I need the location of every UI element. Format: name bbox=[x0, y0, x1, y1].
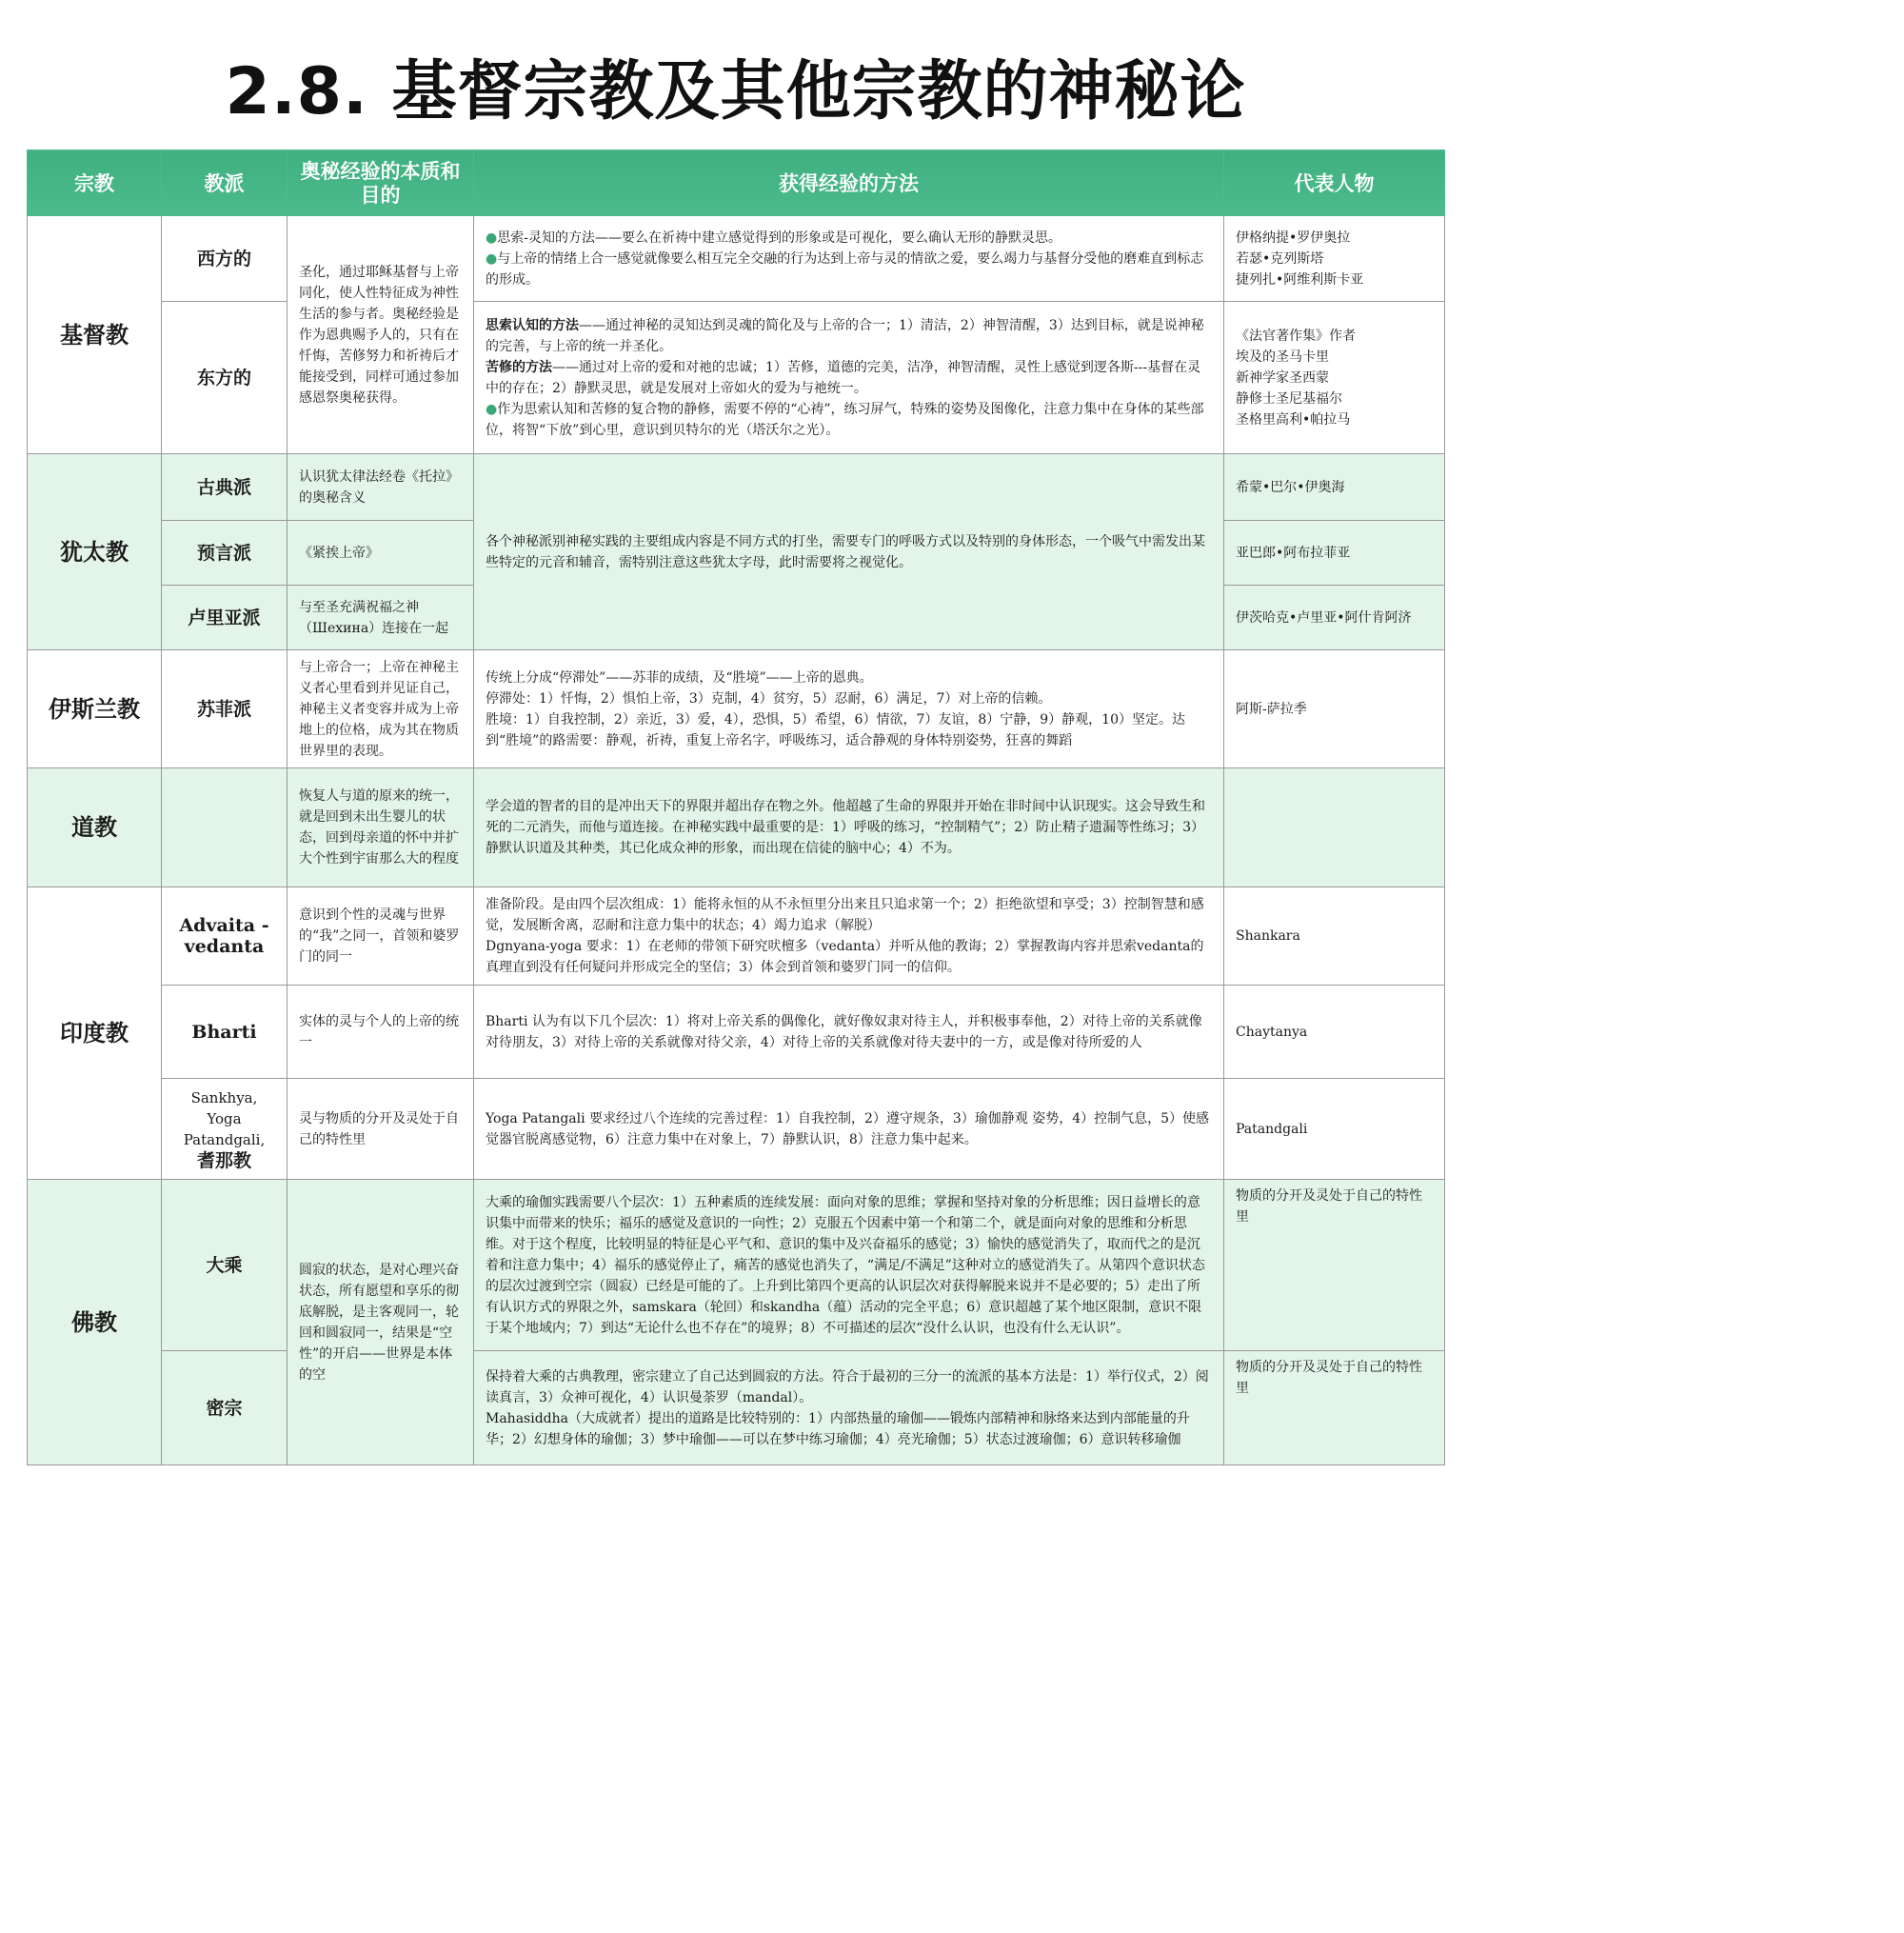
table-row bbox=[28, 454, 1445, 521]
figures-west: 伊格纳提•罗伊奥拉 若瑟•克列斯塔 捷列扎•阿维利斯卡亚 bbox=[1224, 216, 1445, 302]
essence-prophetic: 《紧挨上帝》 bbox=[288, 521, 474, 586]
figures-east: 《法官著作集》作者 埃及的圣马卡里 新神学家圣西蒙 静修士圣尼基福尔 圣格里高利•帕拉马 bbox=[1224, 302, 1445, 454]
essence-islam: 与上帝合一；上帝在神秘主义者心里看到并见证自己，神秘主义者变容并成为上帝地上的位格，成为其在物质世界里的表现。 bbox=[288, 650, 474, 768]
figure-taoism bbox=[1224, 768, 1445, 887]
header-figures: 代表人物 bbox=[1224, 150, 1445, 216]
header-row bbox=[28, 150, 1445, 216]
sect-lurianic: 卢里亚派 bbox=[162, 586, 288, 650]
header-essence: 奥秘经验的本质和目的 bbox=[288, 150, 474, 216]
essence-buddhism: 圆寂的状态，是对心理兴奋状态，所有愿望和享乐的彻底解脱，是主客观同一，轮回和圆寂同一，结果是“空性”的开启——世界是本体的空 bbox=[288, 1180, 474, 1465]
bullet-icon: ● bbox=[486, 401, 498, 417]
figure-bharti: Chaytanya bbox=[1224, 986, 1445, 1079]
header-sect: 教派 bbox=[162, 150, 288, 216]
figure-prophetic: 亚巴郎•阿布拉菲亚 bbox=[1224, 521, 1445, 586]
religion-islam: 伊斯兰教 bbox=[28, 650, 162, 768]
header-method: 获得经验的方法 bbox=[474, 150, 1224, 216]
religion-judaism: 犹太教 bbox=[28, 454, 162, 650]
sect-vajrayana: 密宗 bbox=[162, 1351, 288, 1465]
sect-mahayana: 大乘 bbox=[162, 1180, 288, 1351]
sect-west: 西方的 bbox=[162, 216, 288, 302]
table-row bbox=[28, 216, 1445, 302]
sect-east: 东方的 bbox=[162, 302, 288, 454]
method-mahayana: 大乘的瑜伽实践需要八个层次：1）五种素质的连续发展：面向对象的思维；掌握和坚持对象的分析思维；因日益增长的意识集中而带来的快乐；福乐的感觉及意识的一向性；2）克服五个因素中第一个和第二个，就是面向对象的思维和分析思维。对于这个程度，比较明显的特征是心平气和、意识的集中及兴奋福乐的感觉；3）愉快的感觉消失了，取而代之的是沉着和注意力集中；4）福乐的感觉停止了，痛苦的感觉也消失了，“满足/不满足”这种对立的感觉消失了。从第四个意识状态的层次过渡到空宗（圆寂）已经是可能的了。上升到比第四个更高的认识层次对获得解脱来说并不是必要的；5）走出了所有认识方式的界限之外，samskara（轮回）和skandha（蕴）活动的完全平息；6）意识超越了某个地区限制，意识不限于某个地域内；7）到达“无论什么也不存在”的境界；8）不可描述的层次“没什么认识，也没有什么无认识”。 bbox=[474, 1180, 1224, 1351]
sect-prophetic: 预言派 bbox=[162, 521, 288, 586]
method-taoism: 学会道的智者的目的是冲出天下的界限并超出存在物之外。他超越了生命的界限并开始在非时间中认识现实。这会导致生和死的二元消失，而他与道连接。在神秘实践中最重要的是：1）呼吸的练习，“控制精气”；2）防止精子遗漏等性练习；3）静默认识道及其种类，其已化成众神的形象，而出现在信徒的脑中心；4）不为。 bbox=[474, 768, 1224, 887]
mysticism-table bbox=[27, 149, 1445, 1465]
figure-classical: 希蒙•巴尔•伊奥海 bbox=[1224, 454, 1445, 521]
religion-taoism: 道教 bbox=[28, 768, 162, 887]
page-title: 2.8. 基督宗教及其他宗教的神秘论 bbox=[225, 54, 1246, 130]
sect-sankhya: Sankhya, Yoga Patandgali, 耆那教 bbox=[162, 1079, 288, 1180]
figure-islam: 阿斯-萨拉季 bbox=[1224, 650, 1445, 768]
figure-sankhya: Patandgali bbox=[1224, 1079, 1445, 1180]
method-sankhya: Yoga Patangali 要求经过八个连续的完善过程：1）自我控制，2）遵守规条，3）瑜伽静观 姿势，4）控制气息，5）使感觉器官脱离感觉物，6）注意力集中在对象上，7）静默认识，8）注意力集中起来。 bbox=[474, 1079, 1224, 1180]
method-west: ●思索-灵知的方法——要么在祈祷中建立感觉得到的形象或是可视化，要么确认无形的静默灵思。 ●与上帝的情绪上合一感觉就像要么相互完全交融的行为达到上帝与灵的情欲之爱，要么竭力与基督分受他的磨难直到标志的形成。 bbox=[474, 216, 1224, 302]
religion-hinduism: 印度教 bbox=[28, 887, 162, 1180]
essence-lurianic: 与至圣充满祝福之神（Шехина）连接在一起 bbox=[288, 586, 474, 650]
figure-vajrayana: 物质的分开及灵处于自己的特性里 bbox=[1224, 1351, 1445, 1465]
method-bharti: Bharti 认为有以下几个层次：1）将对上帝关系的偶像化，就好像奴隶对待主人，并积极事奉他，2）对待上帝的关系就像对待朋友，3）对待上帝的关系就像对待父亲，4）对待上帝的关系就像对待夫妻中的一方，或是像对待所爱的人 bbox=[474, 986, 1224, 1079]
method-judaism: 各个神秘派别神秘实践的主要组成内容是不同方式的打坐，需要专门的呼吸方式以及特别的身体形态，一个吸气中需发出某些特定的元音和辅音，需特别注意这些犹太字母，此时需要将之视觉化。 bbox=[474, 454, 1224, 650]
header-religion: 宗教 bbox=[28, 150, 162, 216]
religion-buddhism: 佛教 bbox=[28, 1180, 162, 1465]
table-row bbox=[28, 986, 1445, 1079]
figure-lurianic: 伊茨哈克•卢里亚•阿什肯阿济 bbox=[1224, 586, 1445, 650]
table-row bbox=[28, 768, 1445, 887]
sect-bharti: Bharti bbox=[162, 986, 288, 1079]
bullet-icon: ● bbox=[486, 250, 498, 267]
table-row bbox=[28, 1180, 1445, 1351]
religion-christianity: 基督教 bbox=[28, 216, 162, 454]
table-row bbox=[28, 1079, 1445, 1180]
method-east: 思索认知的方法——通过神秘的灵知达到灵魂的简化及与上帝的合一；1）清洁，2）神智清醒，3）达到目标，就是说神秘的完善，与上帝的统一并圣化。 苦修的方法——通过对上帝的爱和对祂的忠诚；1）苦修，道德的完美，洁净，神智清醒，灵性上感觉到逻各斯---基督在灵中的存在；2）静默灵思，就是发展对上帝如火的爱为与祂统一。 ●作为思索认知和苦修的复合物的静修，需要不停的“心祷”，练习屏气，特殊的姿势及图像化，注意力集中在身体的某些部位，将智“下放”到心里，意识到贝特尔的光（塔沃尔之光）。 bbox=[474, 302, 1224, 454]
sect-taoism bbox=[162, 768, 288, 887]
essence-classical: 认识犹太律法经卷《托拉》的奥秘含义 bbox=[288, 454, 474, 521]
essence-advaita: 意识到个性的灵魂与世界的“我”之同一，首领和婆罗门的同一 bbox=[288, 887, 474, 986]
method-islam: 传统上分成“停滞处”——苏菲的成绩，及“胜境”——上帝的恩典。 停滞处：1）忏悔，2）惧怕上帝，3）克制，4）贫穷，5）忍耐，6）满足，7）对上帝的信赖。 胜境：1）自我控制，2）亲近，3）爱，4），恐惧，5）希望，6）情欲，7）友谊，8）宁静，9）静观，10）坚定。达到“胜境”的路需要：静观，祈祷，重复上帝名字，呼吸练习，适合静观的身体特别姿势，狂喜的舞蹈 bbox=[474, 650, 1224, 768]
table-row bbox=[28, 650, 1445, 768]
sect-sufi: 苏菲派 bbox=[162, 650, 288, 768]
table-row bbox=[28, 302, 1445, 454]
essence-sankhya: 灵与物质的分开及灵处于自己的特性里 bbox=[288, 1079, 474, 1180]
essence-taoism: 恢复人与道的原来的统一，就是回到未出生婴儿的状态，回到母亲道的怀中并扩大个性到宇宙那么大的程度 bbox=[288, 768, 474, 887]
essence-christianity: 圣化，通过耶稣基督与上帝同化，使人性特征成为神性生活的参与者。奥秘经验是作为恩典赐予人的，只有在忏悔，苦修努力和祈祷后才能接受到，同样可通过参加感恩祭奥秘获得。 bbox=[288, 216, 474, 454]
method-vajrayana: 保持着大乘的古典教理，密宗建立了自己达到圆寂的方法。符合于最初的三分一的流派的基本方法是：1）举行仪式，2）阅读真言，3）众神可视化，4）认识曼荼罗（mandal）。 Mahasiddha（大成就者）提出的道路是比较特别的：1）内部热量的瑜伽——锻炼内部精神和脉络来达到内部能量的升华；2）幻想身体的瑜伽；3）梦中瑜伽——可以在梦中练习瑜伽；4）亮光瑜伽；5）状态过渡瑜伽；6）意识转移瑜伽 bbox=[474, 1351, 1224, 1465]
essence-bharti: 实体的灵与个人的上帝的统一 bbox=[288, 986, 474, 1079]
sect-classical: 古典派 bbox=[162, 454, 288, 521]
bullet-icon: ● bbox=[486, 229, 498, 246]
method-advaita: 准备阶段。是由四个层次组成：1）能将永恒的从不永恒里分出来且只追求第一个；2）拒绝欲望和享受；3）控制智慧和感觉，发展断舍离，忍耐和注意力集中的状态；4）竭力追求（解脱） Dgnyana-yoga 要求：1）在老师的带领下研究吠檀多（vedanta）并听从他的教诲；2）掌握教诲内容并思索vedanta的真理直到没有任何疑问并形成完全的坚信；3）体会到首领和婆罗门同一的信仰。 bbox=[474, 887, 1224, 986]
table-row bbox=[28, 887, 1445, 986]
figure-advaita: Shankara bbox=[1224, 887, 1445, 986]
figure-mahayana: 物质的分开及灵处于自己的特性里 bbox=[1224, 1180, 1445, 1351]
table-row bbox=[28, 1351, 1445, 1465]
sect-advaita: Advaita -vedanta bbox=[162, 887, 288, 986]
